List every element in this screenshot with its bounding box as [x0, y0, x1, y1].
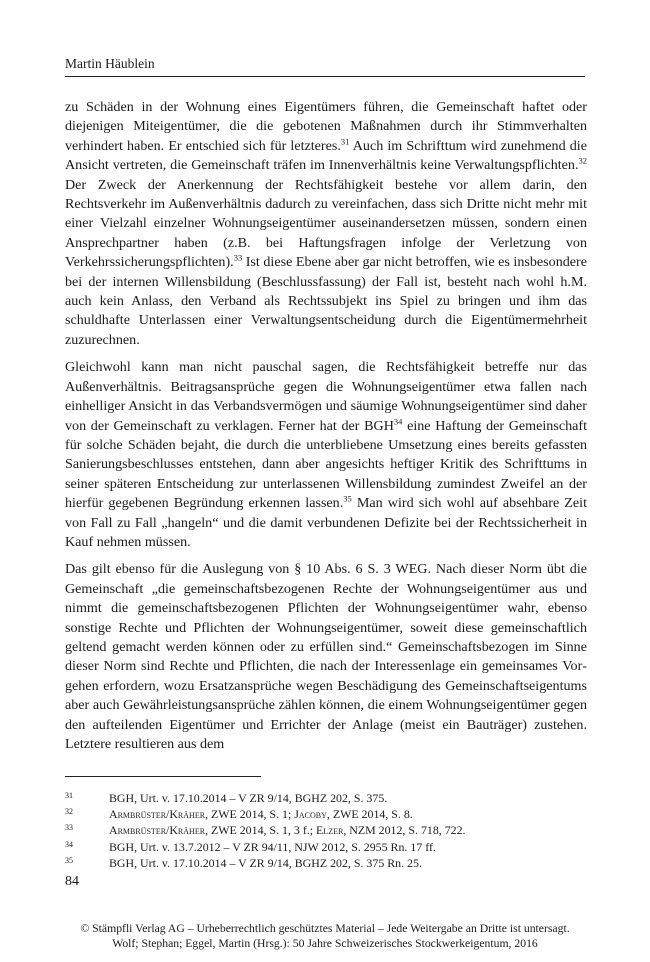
footnote-reference: 34: [393, 415, 403, 426]
page-number: 84: [65, 874, 79, 889]
footnote-text: [109, 790, 587, 806]
footnote: [65, 855, 587, 871]
text-run: , ZWE 2014, S. 1;: [205, 807, 295, 822]
copyright-notice: [0, 921, 650, 951]
text-run: zu Schäden in der Wohnung eines Eigentümers führen, die Gemeinschaft haftet oder diejenigen Miteigentümer, die die gebotenen Maßnahmen durch ihr Stimmverhalten verhindert haben. Er entschied sich für letzteres.: [65, 99, 587, 154]
paragraph: [65, 358, 587, 552]
footnote-text: [109, 839, 587, 855]
footnote-number: 34: [65, 839, 73, 849]
copyright-line-2: Wolf; Stephan; Eggel, Martin (Hrsg.): 50 Jahre Schweizerisches Stockwerkeigentum, 2016: [112, 937, 538, 950]
text-run: Das gilt ebenso für die Auslegung von § 10 Abs. 6 S. 3 WEG. Nach dieser Norm übt die Gemeinschaft „die gemeinschaftsbezogenen Rechte der Wohnungseigentümer aus und nimmt die gemeinschaftsbezogenen Pflichten der Wohnungseigentümer wahr, ebenso sonstige Rechte und Pflichten der Wohnungseigentümer, soweit diese gemeinschaftlich geltend gemacht werden können oder zu erfüllen sind.“ Gemeinschaftsbezogen im Sinne dieser Norm sind Rechte und Pflichten, die nach der Interessenlage ein gemeinsames Vorgehen erfordern, wozu Ersatzansprüche wegen Beschädigung des Gemeinschaftseigentums aber auch Gewährleistungsansprüche zählen können, die einem Wohnungseigentümer gegen den aufteilenden Eigentümer und Errichter der Anlage (meist ein Bauträger) zustehen. Letztere resultieren aus dem: [65, 561, 587, 752]
body-text: [65, 98, 587, 762]
footnote: [65, 839, 587, 855]
footnote-text: [109, 855, 587, 871]
running-head: [65, 56, 585, 77]
footnote-number: 35: [65, 855, 73, 865]
paragraph: [65, 98, 587, 350]
footnote: [65, 790, 587, 806]
copyright-line-1: © Stämpfli Verlag AG – Urheberrechtlich geschütztes Material – Jede Weitergabe an Dritte ist untersagt.: [80, 922, 570, 935]
footnote-reference: 31: [340, 136, 350, 147]
footnote-number: 31: [65, 791, 73, 800]
text-run: Ist diese Ebene aber gar nicht betroffen, wie es insbesondere bei der internen Willensbildung (Beschlussfassung) der Fall ist, besteht nach wohl h.M. auch kein Anlass, den Verband als Rechtssubjekt ins Spiel zu bringen und ihm das schuldhafte Unterlassen einer Verwaltungsentscheidung durch die Eigentümermehrheit zuzurechnen.: [65, 254, 587, 348]
author-name: Armbrüster/Kräher: [109, 823, 206, 838]
author-name: Armbrüster/Kräher: [109, 807, 206, 822]
footnote: [65, 822, 587, 838]
footnote-separator: [65, 776, 261, 777]
text-run: BGH, Urt. v. 13.7.2012 – V ZR 94/11, NJW 2012, S. 2955 Rn. 17 ff.: [109, 839, 436, 854]
text-run: Auch im Schrifttum wird zunehmend die Ansicht vertreten, die Gemeinschaft träfen im Innenverhältnis keine Verwaltungspflichten.: [65, 137, 587, 174]
text-run: Man wird sich wohl auf absehbare Zeit von Fall zu Fall „hangeln“ und die damit verbundenen Defizite bei der Rechtssicherheit in Kauf nehmen müssen.: [65, 495, 587, 550]
text-run: Gleichwohl kann man nicht pauschal sagen, die Rechtsfähigkeit betreffe nur das Außenverhältnis. Beitragsansprüche gegen die Wohnungseigentümer etwa fallen nach einhelliger Ansicht in das Verbandsvermögen und säumige Wohnungseigentümer sind daher von der Gemeinschaft zu verklagen. Ferner hat der BGH: [65, 359, 587, 434]
footnotes: [65, 790, 587, 871]
footnote-reference: 35: [343, 493, 352, 504]
footnote-text: [109, 806, 587, 822]
text-run: , ZWE 2014, S. 8.: [326, 807, 413, 822]
footnote-text: [109, 822, 587, 838]
footnote-number: 33: [65, 823, 73, 833]
footnote-number: 32: [65, 807, 73, 817]
text-run: , NZM 2012, S. 718, 722.: [343, 823, 466, 838]
footnote-reference: 33: [233, 252, 243, 263]
running-head-author: Martin Häublein: [65, 56, 155, 71]
author-name: Elzer: [316, 823, 344, 838]
text-run: eine Haftung der Gemeinschaft für solche Schäden bejaht, die durch die unterbliebene Umsetzung eines bereits gefassten Sanierungsbeschlusses entstehen, dann aber angesichts heftiger Kritik des Schrifttums in seiner späteren Entscheidung zur unterlassenen Willensbildung zumindest Zweifel an der hierfür gegebenen Begründung erkennen lassen.: [65, 417, 588, 512]
footnote: [65, 806, 587, 822]
text-run: BGH, Urt. v. 17.10.2014 – V ZR 9/14, BGHZ 202, S. 375 Rn. 25.: [109, 855, 422, 870]
paragraph: [65, 560, 587, 754]
author-name: Jacoby: [294, 807, 327, 822]
text-run: , ZWE 2014, S. 1, 3 f.;: [205, 823, 317, 838]
text-run: Der Zweck der Anerkennung der Rechtsfähigkeit bestehe vor allem darin, den Rechtsverkehr im Außenverhältnis dadurch zu vereinfachen, dass sich Dritte nicht mehr mit einer Vielzahl einzelner Wohnungseigentümer auseinandersetzen müssen, sondern einen Ansprechpartner haben (z.B. bei Haftungsfragen infolge der Verletzung von Verkehrssicherungspflichten).: [65, 176, 587, 271]
footnote-reference: 32: [578, 155, 587, 166]
text-run: BGH, Urt. v. 17.10.2014 – V ZR 9/14, BGHZ 202, S. 375.: [109, 791, 388, 805]
